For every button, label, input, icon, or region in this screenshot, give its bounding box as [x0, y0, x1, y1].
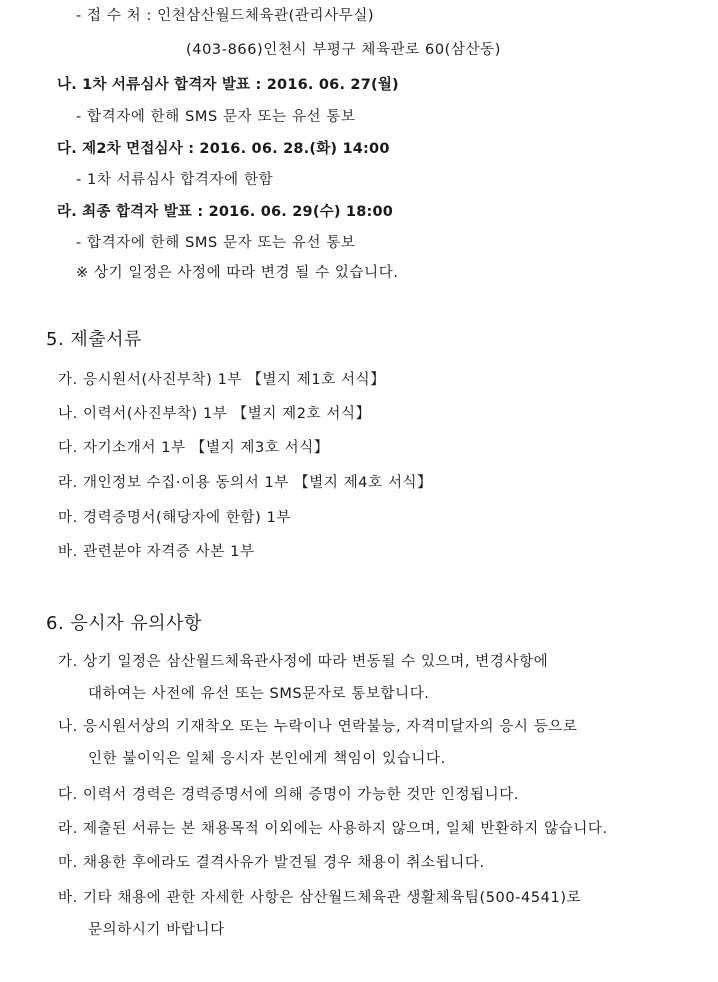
- reception-address: (403-866)인천시 부평구 체육관로 60(삼산동): [186, 42, 501, 58]
- note-item-f-line1: 바. 기타 채용에 관한 자세한 사항은 삼산월드체육관 생활체육팀(500-4541)로: [58, 890, 582, 906]
- note-item-b-line1: 나. 응시원서상의 기재착오 또는 누락이나 연락불능, 자격미달자의 응시 등으로: [58, 719, 578, 735]
- final-result-title: 라. 최종 합격자 발표 : 2016. 06. 29(수) 18:00: [57, 204, 394, 220]
- reception-place: - 접 수 처 : 인천삼산월드체육관(관리사무실): [76, 8, 375, 24]
- document-item: 나. 이력서(사진부착) 1부 【별지 제2호 서식】: [58, 406, 371, 422]
- note-item-f-line2: 문의하시기 바랍니다: [88, 922, 225, 938]
- notes-heading: 6. 응시자 유의사항: [46, 613, 202, 634]
- note-item-a-line2: 대하여는 사전에 유선 또는 SMS문자로 통보합니다.: [88, 686, 430, 702]
- schedule-notice: ※ 상기 일정은 사정에 따라 변경 될 수 있습니다.: [76, 265, 399, 281]
- interview-note: - 1차 서류심사 합격자에 한함: [76, 172, 274, 188]
- note-item-a-line1: 가. 상기 일정은 삼산월드체육관사정에 따라 변동될 수 있으며, 변경사항에: [58, 654, 549, 670]
- note-item-d: 라. 제출된 서류는 본 채용목적 이외에는 사용하지 않으며, 일체 반환하지 않습니다.: [58, 821, 608, 837]
- final-result-note: - 합격자에 한해 SMS 문자 또는 유선 통보: [76, 235, 356, 251]
- document-item: 마. 경력증명서(해당자에 한함) 1부: [58, 510, 292, 526]
- document-item: 바. 관련분야 자격증 사본 1부: [58, 544, 255, 560]
- document-item: 라. 개인정보 수집·이용 동의서 1부 【별지 제4호 서식】: [58, 475, 433, 491]
- note-item-b-line2: 인한 불이익은 일체 응시자 본인에게 책임이 있습니다.: [88, 751, 446, 767]
- documents-heading: 5. 제출서류: [46, 329, 142, 350]
- interview-title: 다. 제2차 면접심사 : 2016. 06. 28.(화) 14:00: [57, 141, 390, 157]
- note-item-c: 다. 이력서 경력은 경력증명서에 의해 증명이 가능한 것만 인정됩니다.: [58, 787, 520, 803]
- note-item-e: 마. 채용한 후에라도 결격사유가 발견될 경우 채용이 취소됩니다.: [58, 855, 485, 871]
- first-result-title: 나. 1차 서류심사 합격자 발표 : 2016. 06. 27(월): [57, 77, 399, 93]
- document-item: 다. 자기소개서 1부 【별지 제3호 서식】: [58, 440, 329, 456]
- document-item: 가. 응시원서(사진부착) 1부 【별지 제1호 서식】: [58, 372, 386, 388]
- first-result-note: - 합격자에 한해 SMS 문자 또는 유선 통보: [76, 109, 356, 125]
